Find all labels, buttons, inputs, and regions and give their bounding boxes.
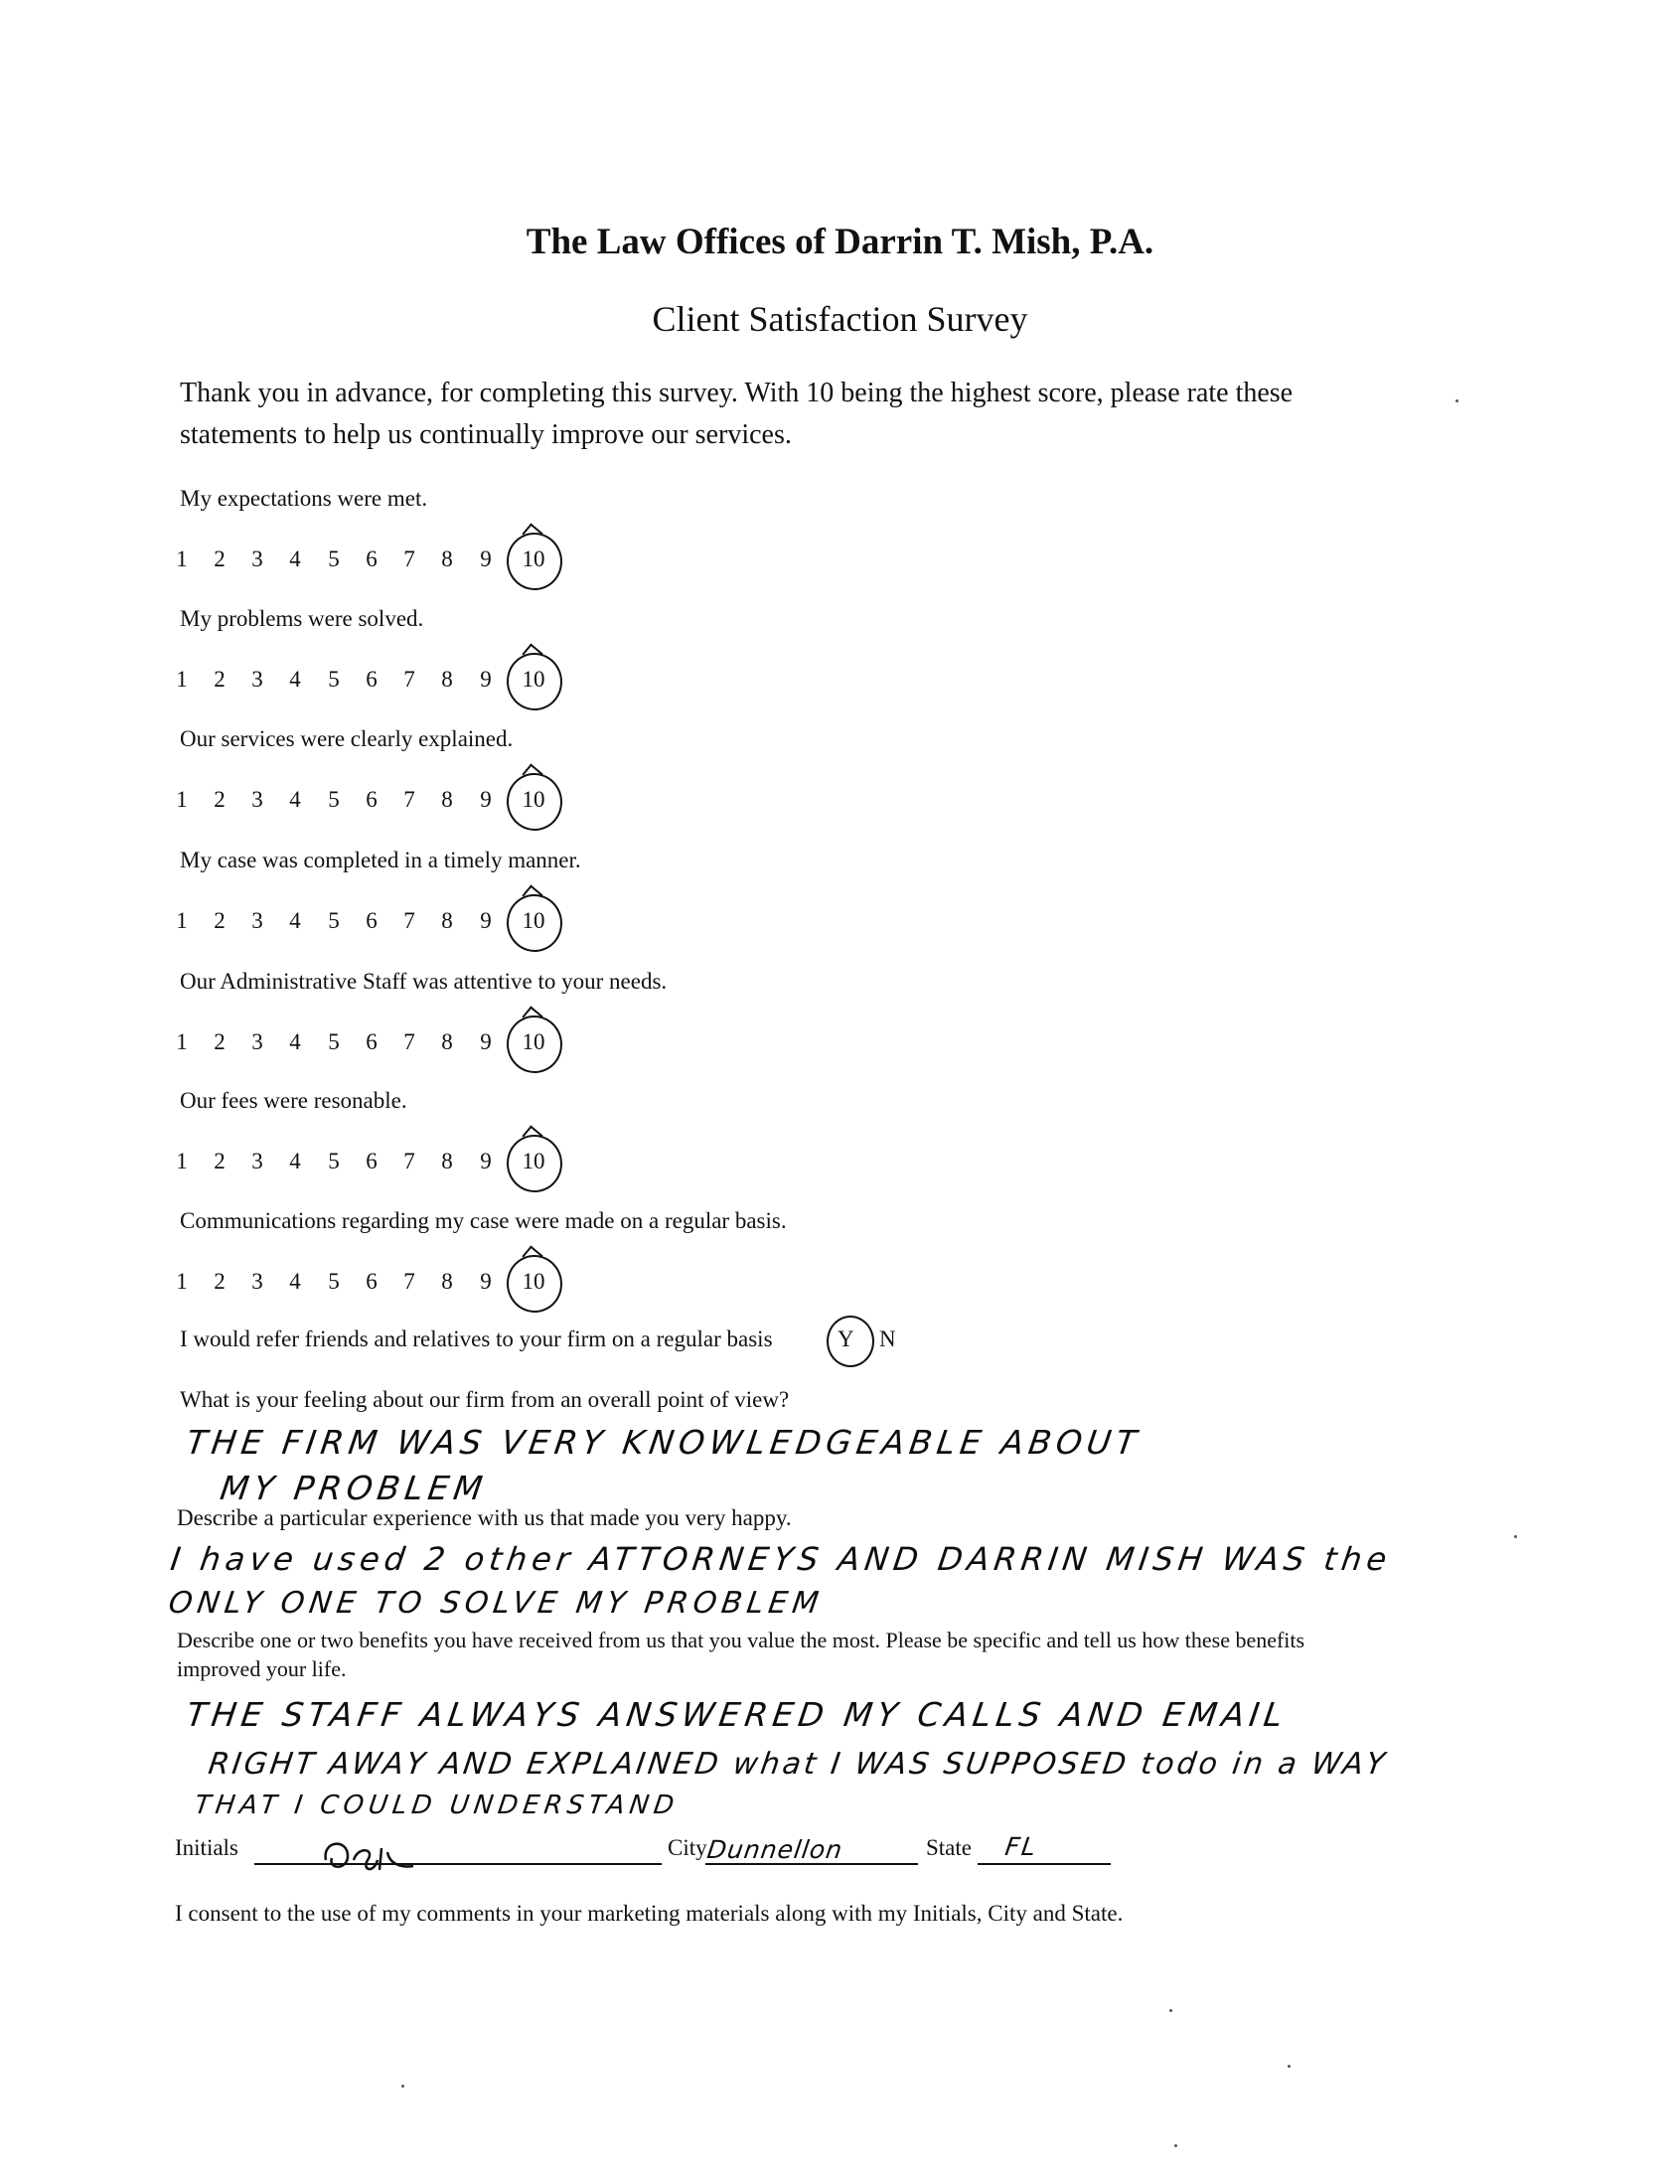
question-text: Communications regarding my case were made on a regular basis. — [180, 1208, 787, 1233]
question-text: My problems were solved. — [180, 606, 424, 631]
answer-2-line-1[interactable]: I have used 2 other ATTORNEYS AND DARRIN MISH WAS the — [168, 1540, 1395, 1578]
rating-option-2[interactable]: 2 — [214, 1029, 226, 1054]
rating-option-1[interactable]: 1 — [176, 1269, 188, 1294]
rating-option-10[interactable]: 10 — [522, 787, 545, 812]
rating-scale — [0, 1269, 695, 1309]
rating-option-5[interactable]: 5 — [328, 908, 340, 933]
scan-speck — [1288, 2065, 1291, 2068]
rating-option-2[interactable]: 2 — [214, 1149, 226, 1173]
rating-option-2[interactable]: 2 — [214, 1269, 226, 1294]
rating-option-3[interactable]: 3 — [251, 1269, 263, 1294]
answer-3-line-1[interactable]: THE STAFF ALWAYS ANSWERED MY CALLS AND EMAIL — [184, 1695, 1291, 1734]
rating-option-3[interactable]: 3 — [251, 787, 263, 812]
rating-option-5[interactable]: 5 — [328, 1149, 340, 1173]
rating-option-3[interactable]: 3 — [251, 908, 263, 933]
question-text: My expectations were met. — [180, 486, 428, 511]
rating-option-2[interactable]: 2 — [214, 787, 226, 812]
rating-option-2[interactable]: 2 — [214, 908, 226, 933]
open-question-1: What is your feeling about our firm from an overall point of view? — [180, 1387, 790, 1412]
rating-scale — [0, 787, 695, 827]
rating-option-5[interactable]: 5 — [328, 1269, 340, 1294]
rating-option-9[interactable]: 9 — [480, 546, 492, 571]
rating-option-7[interactable]: 7 — [403, 1149, 415, 1173]
rating-option-3[interactable]: 3 — [251, 1149, 263, 1173]
rating-option-1[interactable]: 1 — [176, 1149, 188, 1173]
rating-option-9[interactable]: 9 — [480, 908, 492, 933]
initials-signature — [318, 1830, 427, 1878]
rating-option-4[interactable]: 4 — [289, 546, 301, 571]
refer-no-option[interactable]: N — [879, 1326, 896, 1351]
state-label: State — [926, 1835, 972, 1860]
rating-scale — [0, 1149, 695, 1188]
rating-option-4[interactable]: 4 — [289, 908, 301, 933]
rating-option-7[interactable]: 7 — [403, 787, 415, 812]
answer-2-line-2[interactable]: ONLY ONE TO SOLVE MY PROBLEM — [166, 1586, 826, 1621]
refer-question — [180, 1326, 773, 1352]
refer-yes-option[interactable]: Y — [838, 1326, 854, 1351]
rating-option-2[interactable]: 2 — [214, 667, 226, 692]
intro-line-2: statements to help us continually improve our services. — [180, 419, 792, 450]
rating-option-5[interactable]: 5 — [328, 667, 340, 692]
rating-option-4[interactable]: 4 — [289, 1149, 301, 1173]
scan-speck — [1514, 1535, 1517, 1538]
rating-option-9[interactable]: 9 — [480, 1149, 492, 1173]
rating-option-4[interactable]: 4 — [289, 787, 301, 812]
rating-option-5[interactable]: 5 — [328, 1029, 340, 1054]
rating-scale — [0, 546, 695, 586]
rating-option-1[interactable]: 1 — [176, 787, 188, 812]
rating-option-10[interactable]: 10 — [522, 1269, 545, 1294]
scan-speck — [1169, 2009, 1172, 2012]
rating-option-8[interactable]: 8 — [441, 908, 453, 933]
rating-scale — [0, 1029, 695, 1069]
answer-1-line-1[interactable]: THE FIRM WAS VERY KNOWLEDGEABLE ABOUT — [184, 1423, 1145, 1462]
initials-label: Initials — [175, 1835, 238, 1860]
rating-option-8[interactable]: 8 — [441, 1029, 453, 1054]
rating-option-3[interactable]: 3 — [251, 546, 263, 571]
rating-option-7[interactable]: 7 — [403, 667, 415, 692]
answer-3-line-3[interactable]: THAT I COULD UNDERSTAND — [192, 1791, 682, 1820]
rating-option-6[interactable]: 6 — [366, 667, 378, 692]
rating-option-1[interactable]: 1 — [176, 908, 188, 933]
rating-option-8[interactable]: 8 — [441, 1269, 453, 1294]
survey-title: Client Satisfaction Survey — [652, 299, 1028, 339]
question-text: Our services were clearly explained. — [180, 726, 514, 751]
rating-option-10[interactable]: 10 — [522, 546, 545, 571]
rating-option-8[interactable]: 8 — [441, 787, 453, 812]
initials-field[interactable] — [254, 1863, 662, 1865]
question-text: Our Administrative Staff was attentive to your needs. — [180, 969, 668, 994]
rating-option-7[interactable]: 7 — [403, 546, 415, 571]
intro-line-1: Thank you in advance, for completing this survey. With 10 being the highest score, please rate these — [180, 378, 1294, 408]
rating-option-9[interactable]: 9 — [480, 787, 492, 812]
rating-option-9[interactable]: 9 — [480, 1269, 492, 1294]
rating-option-1[interactable]: 1 — [176, 1029, 188, 1054]
rating-option-6[interactable]: 6 — [366, 1149, 378, 1173]
scan-speck — [1174, 2144, 1177, 2147]
rating-option-8[interactable]: 8 — [441, 1149, 453, 1173]
rating-scale — [0, 667, 695, 706]
intro-text — [180, 373, 1471, 456]
rating-option-6[interactable]: 6 — [366, 1029, 378, 1054]
rating-option-1[interactable]: 1 — [176, 667, 188, 692]
rating-option-6[interactable]: 6 — [366, 546, 378, 571]
city-label: City — [668, 1835, 707, 1860]
rating-option-10[interactable]: 10 — [522, 667, 545, 692]
rating-option-3[interactable]: 3 — [251, 667, 263, 692]
open-question-2: Describe a particular experience with us that made you very happy. — [177, 1505, 792, 1530]
scan-speck — [1455, 399, 1458, 402]
city-value[interactable]: Dunnellon — [704, 1835, 845, 1864]
rating-option-9[interactable]: 9 — [480, 667, 492, 692]
question-text: My case was completed in a timely manner. — [180, 848, 581, 872]
rating-option-4[interactable]: 4 — [289, 1269, 301, 1294]
question-text: Our fees were resonable. — [180, 1088, 407, 1113]
rating-option-2[interactable]: 2 — [214, 546, 226, 571]
open-question-3-line-1: Describe one or two benefits you have received from us that you value the most. Please be specific and tell us how these benefits — [177, 1628, 1305, 1652]
scan-speck — [401, 2085, 404, 2088]
rating-option-10[interactable]: 10 — [522, 908, 545, 933]
rating-option-10[interactable]: 10 — [522, 1029, 545, 1054]
firm-name: The Law Offices of Darrin T. Mish, P.A. — [526, 222, 1154, 262]
rating-option-10[interactable]: 10 — [522, 1149, 545, 1173]
rating-option-6[interactable]: 6 — [366, 1269, 378, 1294]
rating-option-3[interactable]: 3 — [251, 1029, 263, 1054]
rating-option-6[interactable]: 6 — [366, 908, 378, 933]
open-question-3-line-2: improved your life. — [177, 1656, 347, 1681]
answer-1-line-2[interactable]: MY PROBLEM — [218, 1469, 491, 1507]
rating-option-8[interactable]: 8 — [441, 667, 453, 692]
rating-option-4[interactable]: 4 — [289, 667, 301, 692]
rating-option-4[interactable]: 4 — [289, 1029, 301, 1054]
consent-text: I consent to the use of my comments in your marketing materials along with my Initials, City and State. — [175, 1901, 1124, 1926]
rating-option-5[interactable]: 5 — [328, 787, 340, 812]
rating-option-8[interactable]: 8 — [441, 546, 453, 571]
rating-scale — [0, 908, 695, 948]
rating-option-7[interactable]: 7 — [403, 1029, 415, 1054]
rating-option-5[interactable]: 5 — [328, 546, 340, 571]
rating-option-9[interactable]: 9 — [480, 1029, 492, 1054]
answer-3-line-2[interactable]: RIGHT AWAY AND EXPLAINED what I WAS SUPPOSED todo in a WAY — [206, 1747, 1390, 1782]
rating-option-7[interactable]: 7 — [403, 1269, 415, 1294]
state-value[interactable]: FL — [1002, 1832, 1040, 1861]
rating-option-1[interactable]: 1 — [176, 546, 188, 571]
state-field[interactable] — [978, 1863, 1111, 1865]
rating-option-6[interactable]: 6 — [366, 787, 378, 812]
rating-option-7[interactable]: 7 — [403, 908, 415, 933]
refer-question-text: I would refer friends and relatives to your firm on a regular basis — [180, 1326, 773, 1351]
